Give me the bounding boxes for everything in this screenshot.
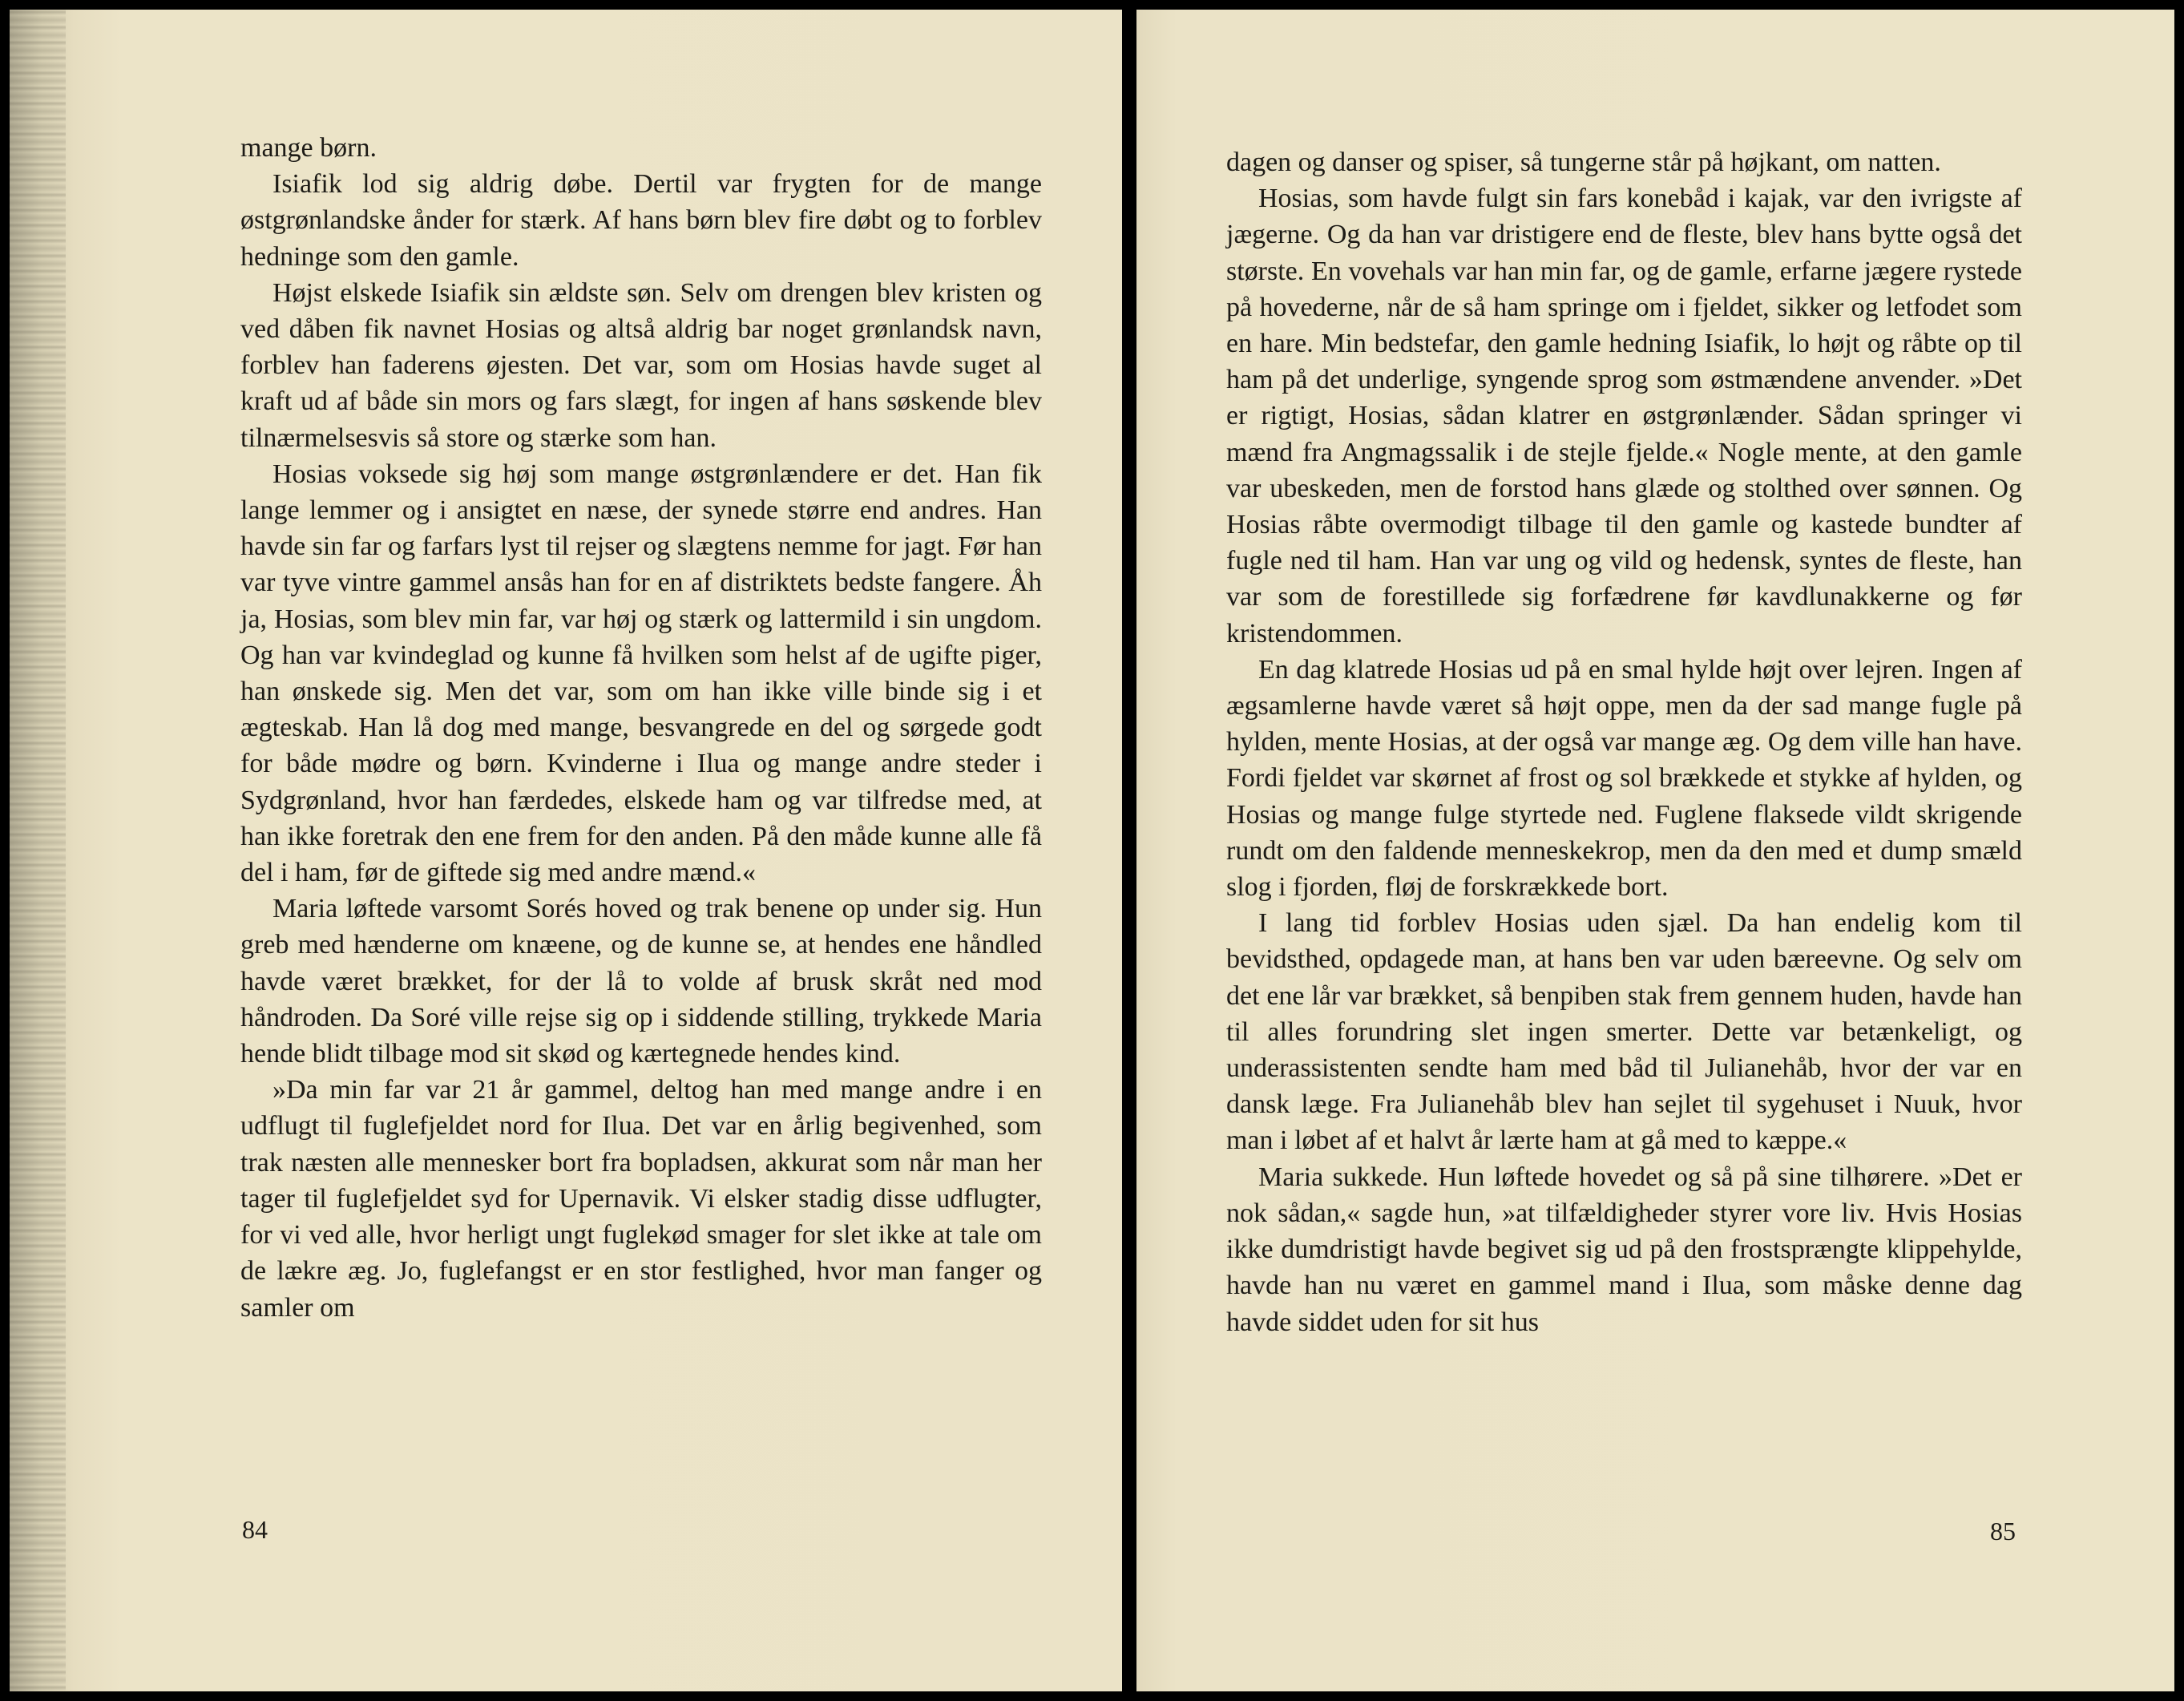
page-number: 85 xyxy=(1990,1517,2016,1545)
paragraph: Maria løftede varsomt Sorés hoved og trak benene op under sig. Hun greb med hænderne om knæene, og de kunne se, at hendes ene håndled havde været brækket, for der lå to volde af brusk skråt ned mod håndroden. Da Soré ville rejse sig op i siddende stilling, trykkede Maria hende blidt tilbage mod sit skød og kærtegnede hendes kind. xyxy=(240,894,1042,1069)
right-page-body xyxy=(1226,144,2022,1340)
paragraph: En dag klatrede Hosias ud på en smal hylde højt over lejren. Ingen af ægsamlerne havde været så højt oppe, men da der sad mange fugle på hylden, mente Hosias, at der også var mange æg. Og dem ville han have. Fordi fjeldet var skørnet af frost og sol brækkede et stykke af hylden, og Hosias og mange fulge styrtede ned. Fuglene flaksede vildt skrigende rundt om den faldende menneskekrop, men da den med et dump smæld slog i fjorden, fløj de forskrækkede bort. xyxy=(1226,654,2022,903)
paragraph: I lang tid forblev Hosias uden sjæl. Da han endelig kom til bevidsthed, opdagede man, at hans ben var uden bæreevne. Og selv om det ene lår var brækket, så benpiben stak frem gennem huden, havde han til alles forundring slet ingen smerter. Dette var betænkeligt, og underassistenten sendte ham med båd til Julianehåb, hvor der var en dansk læge. Fra Julianehåb blev han sejlet til sygehuset i Nuuk, hvor man i løbet af et halvt år lærte ham at gå med to kæppe.« xyxy=(1226,908,2022,1156)
paragraph: Isiafik lod sig aldrig døbe. Dertil var frygten for de mange østgrønlandske ånder for stærk. Af hans børn blev fire døbt og to forblev hedninge som den gamle. xyxy=(240,169,1042,272)
left-page xyxy=(10,10,1122,1691)
paragraph: Hosias, som havde fulgt sin fars konebåd i kajak, var den ivrigste af jægerne. Og da han var dristigere end de fleste, blev hans bytte også det største. En vovehals var han min far, og de gamle, erfarne jægere rystede på hovederne, når de så ham springe om i fjeldet, sikker og letfodet som en hare. Min bedstefar, den gamle hedning Isiafik, lo højt og råbte op til ham på det underlige, syngende sprog som østmændene anvender. »Det er rigtigt, Hosias, sådan klatrer en østgrønlænder. Sådan springer vi mænd fra Angmagssalik i de stejle fjelde.« Nogle mente, at den gamle var ubeskeden, men de forstod hans glæde og stolthed over sønnen. Og Hosias råbte overmodigt tilbage til den gamle og kastede bundter af fugle ned til ham. Han var ung og vild og hedensk, syntes de fleste, han var som de forestillede sig forfædrene før kavdlunakkerne og før kristendommen. xyxy=(1226,184,2022,648)
paragraph: Maria sukkede. Hun løftede hovedet og så på sine tilhørere. »Det er nok sådan,« sagde hun, »at tilfældigheder styrer vore liv. Hvis Hosias ikke dumdristigt havde begivet sig ud på den frostsprængte klippehylde, havde han nu været en gammel mand i Ilua, som måske denne dag havde siddet uden for sit hus xyxy=(1226,1162,2022,1337)
right-page xyxy=(1136,10,2174,1691)
paragraph: dagen og danser og spiser, så tungerne står på højkant, om natten. xyxy=(1226,147,1941,177)
page-number: 84 xyxy=(242,1515,268,1544)
paragraph: Højst elskede Isiafik sin ældste søn. Selv om drengen blev kristen og ved dåben fik navnet Hosias og altså aldrig bar noget grønlandsk navn, forblev han faderens øjesten. Det var, som om Hosias havde suget al kraft ud af både sin mors og fars slægt, for ingen af hans søskende blev tilnærmelsesvis så store og stærke som han. xyxy=(240,277,1042,453)
paragraph: »Da min far var 21 år gammel, deltog han med mange andre i en udflugt til fuglefjeldet nord for Ilua. Det var en årlig begivenhed, som trak næsten alle mennesker bort fra bopladsen, akkurat som når man her tager til fuglefjeldet syd for Upernavik. Vi elsker stadig disse udflugter, for vi ved alle, hvor herligt ungt fuglekød smager for slet ikke at tale om de lækre æg. Jo, fuglefangst er en stor festlighed, hvor man fanger og samler om xyxy=(240,1075,1042,1323)
left-page-body xyxy=(240,130,1042,1326)
paragraph: mange børn. xyxy=(240,133,377,163)
paragraph: Hosias voksede sig høj som mange østgrønlændere er det. Han fik lange lemmer og i ansigtet en næse, der synede større end andres. Han havde sin far og farfars lyst til rejser og slægtens nemme for jagt. Før han var tyve vintre gammel ansås han for en af distriktets bedste fangere. Åh ja, Hosias, som blev min far, var høj og stærk og lattermild i sin ungdom. Og han var kvindeglad og kunne få hvilken som helst af de ugifte piger, han ønskede sig. Men det var, som om han ikke ville binde sig i et ægteskab. Han lå dog med mange, besvangrede en del og sørgede godt for både mødre og børn. Kvinderne i Ilua og mange andre steder i Sydgrønland, hvor han færdedes, elskede ham og var tilfredse med, at han ikke foretrak den ene frem for den anden. På den måde kunne alle få del i ham, før de giftede sig med andre mænd.« xyxy=(240,459,1042,888)
page-edge-texture xyxy=(10,10,66,1691)
